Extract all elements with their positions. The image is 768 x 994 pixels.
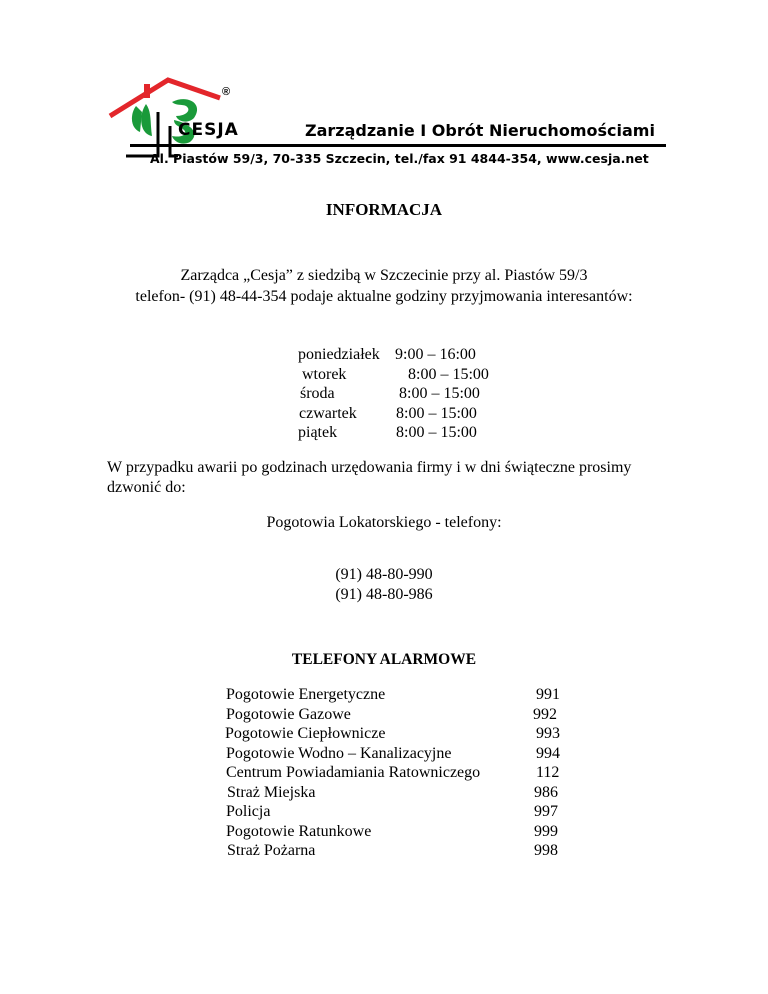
alarm-row xyxy=(226,686,566,706)
alarm-service-name: Pogotowie Ciepłownicze xyxy=(225,725,386,742)
hours-time: 8:00 – 15:00 xyxy=(399,385,480,402)
alarm-row xyxy=(226,823,566,843)
lokatorskie-phone: (91) 48-80-986 xyxy=(335,586,433,603)
hours-row xyxy=(298,404,508,424)
header-divider xyxy=(130,144,666,147)
intro-line-2: telefon- (91) 48-44-354 podaje aktualne godziny przyjmowania interesantów: xyxy=(135,288,633,305)
alarm-numbers-list xyxy=(226,686,566,862)
alarm-service-name: Straż Pożarna xyxy=(227,842,316,859)
alarm-service-number: 991 xyxy=(536,686,560,703)
alarm-row xyxy=(226,706,566,726)
alarm-service-name: Pogotowie Gazowe xyxy=(226,705,351,723)
alarm-service-name: Policja xyxy=(226,803,271,820)
alarm-service-name: Pogotowie Energetyczne xyxy=(226,686,386,703)
hours-day: piątek xyxy=(298,424,338,441)
hours-row xyxy=(298,345,508,365)
alarm-service-number: 112 xyxy=(536,764,560,781)
alarm-service-name: Pogotowie Wodno – Kanalizacyjne xyxy=(226,744,452,762)
alarm-row xyxy=(226,784,566,804)
hours-row xyxy=(298,365,508,385)
emergency-note: W przypadku awarii po godzinach urzędowania firmy i w dni świąteczne prosimy dzwonić do: xyxy=(107,459,632,496)
hours-time: 9:00 – 16:00 xyxy=(395,346,476,363)
hours-day: czwartek xyxy=(299,404,357,422)
alarm-service-name: Pogotowie Ratunkowe xyxy=(226,822,372,840)
alarm-service-number: 986 xyxy=(534,783,558,801)
alarm-service-name: Centrum Powiadamiania Ratowniczego xyxy=(226,764,481,781)
alarm-row xyxy=(226,803,566,823)
alarm-row xyxy=(226,764,566,784)
registered-mark: ® xyxy=(222,86,231,98)
alarm-row xyxy=(226,842,566,862)
alarm-title: TELEFONY ALARMOWE xyxy=(291,651,477,668)
lokatorskie-label: Pogotowia Lokatorskiego - telefony: xyxy=(266,514,502,531)
hours-row xyxy=(298,423,508,443)
company-address: Al. Piastów 59/3, 70-335 Szczecin, tel./fax 91 4844-354, www.cesja.net xyxy=(150,151,649,166)
hours-time: 8:00 – 15:00 xyxy=(396,424,477,441)
hours-time: 8:00 – 15:00 xyxy=(396,404,477,422)
intro-line-1: Zarządca „Cesja” z siedzibą w Szczecinie przy al. Piastów 59/3 xyxy=(180,267,588,284)
hours-day: środa xyxy=(300,385,335,402)
alarm-service-number: 999 xyxy=(534,822,558,840)
hours-day: wtorek xyxy=(302,365,347,383)
alarm-service-number: 997 xyxy=(534,803,558,820)
alarm-row xyxy=(226,725,566,745)
opening-hours-list xyxy=(298,345,508,443)
alarm-service-number: 992 xyxy=(533,705,557,723)
hours-time: 8:00 – 15:00 xyxy=(408,365,489,383)
lokatorskie-phone: (91) 48-80-990 xyxy=(335,566,433,583)
brand-name: CESJA xyxy=(178,120,239,140)
alarm-service-number: 994 xyxy=(536,744,560,762)
alarm-service-number: 998 xyxy=(534,842,558,859)
page-title: INFORMACJA xyxy=(325,200,443,219)
alarm-row xyxy=(226,745,566,765)
alarm-service-number: 993 xyxy=(536,725,560,742)
hours-day: poniedziałek xyxy=(298,346,380,363)
alarm-service-name: Straż Miejska xyxy=(227,783,316,801)
company-tagline: Zarządzanie I Obrót Nieruchomościami xyxy=(305,121,655,140)
hours-row xyxy=(298,384,508,404)
